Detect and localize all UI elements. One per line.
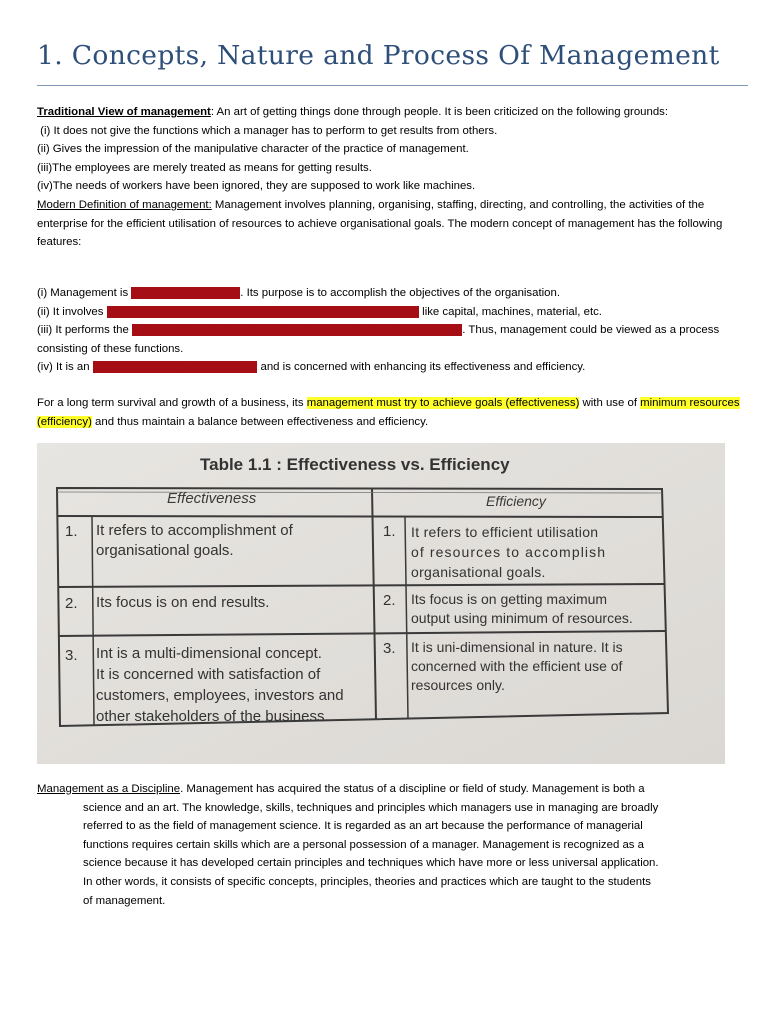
feature-post: . Its purpose is to accomplish the objectives of the organisation. [240, 287, 560, 299]
column-header: Efficiency [486, 493, 546, 509]
cell-line: output using minimum of resources. [411, 610, 633, 626]
modern-heading: Modern Definition of management: [37, 198, 212, 211]
cell-line: concerned with the efficient use of [411, 658, 623, 674]
cell-line: It refers to efficient utilisation [411, 524, 599, 540]
table-cell [411, 522, 606, 582]
feature-post: like capital, machines, material, etc. [419, 305, 602, 318]
discipline-line: science and an art. The knowledge, skills, techniques and principles which managers use in managing are broadly [83, 801, 659, 814]
row-number: 2. [383, 592, 396, 609]
survival-post: and thus maintain a balance between effectiveness and efficiency. [91, 415, 429, 428]
discipline-line: functions requires certain skills which are a personal possession of a manager. Management is recognized as a [83, 838, 644, 851]
table-cell [96, 594, 269, 611]
cell-line: resources only. [411, 677, 505, 693]
row-number: 2. [65, 595, 78, 612]
feature-pre: (iii) It performs the [37, 324, 132, 337]
traditional-point: (ii) Gives the impression of the manipulative character of the practice of management. [37, 143, 469, 156]
cell-line: It refers to accomplishment of [96, 522, 293, 539]
feature-highlight: goal oriented process [131, 287, 241, 299]
feature-highlight: integral part of any group activity [92, 361, 258, 374]
feature-highlight: function of planning, organising, staffing, directing, and controlling [131, 324, 463, 337]
traditional-point: (i) It does not give the functions which a manager has to perform to get results from others. [37, 124, 498, 137]
row-number: 3. [65, 647, 78, 664]
cell-line: organisational goals. [96, 542, 234, 559]
table-line [57, 516, 663, 517]
feature-pre: (ii) It involves [37, 305, 107, 318]
survival-paragraph [37, 394, 749, 431]
traditional-view-section [37, 103, 749, 252]
cell-line: It is concerned with satisfaction of [96, 666, 321, 683]
feature-highlight: effective and efficient utilisation of human and other resources [106, 305, 420, 318]
discipline-line: science because it has developed certain principles and techniques which have more or less universal application. [83, 857, 659, 870]
discipline-body [37, 799, 737, 911]
cell-line: Its focus is on getting maximum [411, 591, 608, 607]
title-rule [37, 85, 748, 86]
cell-line: Its focus is on end results. [96, 594, 270, 611]
traditional-heading: Traditional View of management [37, 106, 211, 118]
cell-line: customers, employees, investors and [96, 687, 344, 704]
table-cell [96, 521, 293, 561]
cell-line: organisational goals. [411, 564, 546, 580]
table-photo [37, 443, 725, 764]
row-number: 1. [383, 523, 396, 540]
discipline-line: of management. [83, 894, 166, 907]
features-list [37, 284, 749, 377]
survival-mid: with use of [579, 397, 641, 409]
feature-pre: (i) Management is [37, 287, 132, 299]
discipline-lead: . Management has acquired the status of a discipline or field of study. Management is both a [180, 783, 645, 795]
discipline-line: In other words, it consists of specific concepts, principles, theories and practices which are taught to the students [83, 875, 651, 888]
table-title: Table 1.1 : Effectiveness vs. Efficiency [200, 455, 510, 474]
table-cell [96, 643, 344, 727]
row-number: 1. [65, 523, 78, 540]
discipline-heading: Management as a Discipline [37, 783, 181, 795]
traditional-point: (iii)The employees are merely treated as means for getting results. [37, 161, 372, 174]
effectiveness-highlight: management must try to achieve goals (effectiveness) [306, 397, 580, 409]
modern-intro: Management involves planning, organising, staffing, directing, and controlling, the activities of the enterprise for the efficient utilisation of resources to achieve organisational goals. The modern concept of management has the following features: [37, 198, 723, 249]
traditional-point: (iv)The needs of workers have been ignored, they are supposed to work like machines. [37, 180, 476, 193]
traditional-intro: : An art of getting things done through people. It is been criticized on the following grounds: [210, 106, 669, 118]
cell-line: of resources to accomplish [411, 544, 607, 560]
table-cell [411, 638, 623, 695]
page-title: 1. Concepts, Nature and Process Of Management [37, 40, 720, 71]
cell-line: It is uni-dimensional in nature. It is [411, 639, 623, 655]
cell-line: Int is a multi-dimensional concept. [96, 645, 322, 662]
feature-post: and is concerned with enhancing its effectiveness and efficiency. [257, 361, 586, 374]
discipline-section [37, 780, 737, 910]
survival-pre: For a long term survival and growth of a business, its [37, 397, 307, 409]
efficiency-highlight: minimum resources (efficiency) [37, 397, 740, 428]
feature-post: . Thus, management could be viewed as a process consisting of these functions. [37, 324, 720, 355]
feature-pre: (iv) It is an [37, 361, 93, 374]
table-cell [411, 590, 633, 628]
column-header: Effectiveness [167, 490, 257, 507]
discipline-line: referred to as the field of management science. It is regarded as an art because the performance of managerial [83, 820, 643, 833]
cell-line: other stakeholders of the business. [96, 708, 329, 725]
row-number: 3. [383, 640, 396, 657]
